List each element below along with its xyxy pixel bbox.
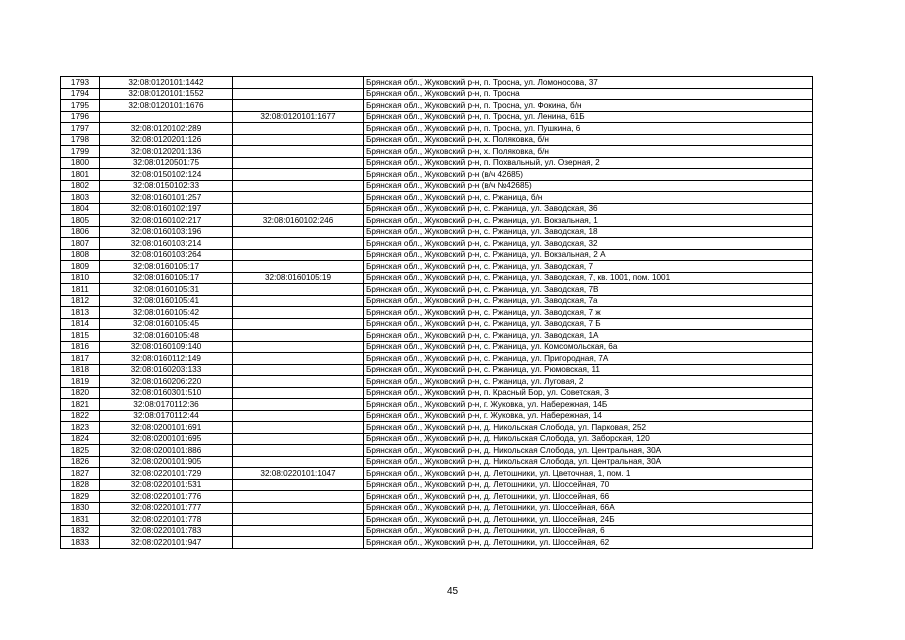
table-row [61, 353, 813, 365]
address-cell: Брянская обл., Жуковский р-н, с. Ржаница, б/н [364, 192, 813, 204]
address-cell: Брянская обл., Жуковский р-н, с. Ржаница, ул. Заводская, 7 [364, 261, 813, 273]
cadastral-number-cell: 32:08:0160109:140 [100, 341, 233, 353]
row-number-cell: 1795 [61, 100, 100, 112]
related-cadastral-number-cell [233, 537, 364, 549]
related-cadastral-number-cell [233, 284, 364, 296]
row-number-cell: 1799 [61, 146, 100, 158]
table-row [61, 111, 813, 123]
cadastral-number-cell: 32:08:0220101:531 [100, 479, 233, 491]
registry-table [60, 76, 813, 549]
row-number-cell: 1828 [61, 479, 100, 491]
related-cadastral-number-cell [233, 157, 364, 169]
address-cell: Брянская обл., Жуковский р-н, п. Тросна, ул. Пушкина, 6 [364, 123, 813, 135]
address-cell: Брянская обл., Жуковский р-н, с. Ржаница, ул. Заводская, 7 Б [364, 318, 813, 330]
row-number-cell: 1833 [61, 537, 100, 549]
row-number-cell: 1793 [61, 77, 100, 89]
cadastral-number-cell: 32:08:0160301:510 [100, 387, 233, 399]
cadastral-number-cell: 32:08:0200101:695 [100, 433, 233, 445]
cadastral-number-cell: 32:08:0220101:729 [100, 468, 233, 480]
address-cell: Брянская обл., Жуковский р-н, п. Тросна [364, 88, 813, 100]
cadastral-number-cell: 32:08:0220101:776 [100, 491, 233, 503]
row-number-cell: 1821 [61, 399, 100, 411]
related-cadastral-number-cell [233, 491, 364, 503]
row-number-cell: 1827 [61, 468, 100, 480]
table-row [61, 525, 813, 537]
address-cell: Брянская обл., Жуковский р-н, д. Летошники, ул. Шоссейная, 66А [364, 502, 813, 514]
cadastral-number-cell: 32:08:0160103:196 [100, 226, 233, 238]
registry-table-body [61, 77, 813, 549]
cadastral-number-cell: 32:08:0160112:149 [100, 353, 233, 365]
related-cadastral-number-cell [233, 123, 364, 135]
related-cadastral-number-cell [233, 226, 364, 238]
row-number-cell: 1807 [61, 238, 100, 250]
address-cell: Брянская обл., Жуковский р-н (в/ч №42685) [364, 180, 813, 192]
table-row [61, 318, 813, 330]
table-row [61, 387, 813, 399]
table-row [61, 100, 813, 112]
cadastral-number-cell: 32:08:0120201:126 [100, 134, 233, 146]
related-cadastral-number-cell [233, 307, 364, 319]
table-row [61, 88, 813, 100]
cadastral-number-cell: 32:08:0160105:42 [100, 307, 233, 319]
table-row [61, 422, 813, 434]
table-row [61, 180, 813, 192]
cadastral-number-cell: 32:08:0120101:1442 [100, 77, 233, 89]
row-number-cell: 1800 [61, 157, 100, 169]
row-number-cell: 1832 [61, 525, 100, 537]
cadastral-number-cell: 32:08:0220101:777 [100, 502, 233, 514]
related-cadastral-number-cell [233, 422, 364, 434]
cadastral-number-cell: 32:08:0160105:17 [100, 261, 233, 273]
table-row [61, 192, 813, 204]
row-number-cell: 1819 [61, 376, 100, 388]
address-cell: Брянская обл., Жуковский р-н, д. Никольская Слобода, ул. Центральная, 30А [364, 445, 813, 457]
table-row [61, 134, 813, 146]
row-number-cell: 1822 [61, 410, 100, 422]
related-cadastral-number-cell [233, 364, 364, 376]
address-cell: Брянская обл., Жуковский р-н, г. Жуковка, ул. Набережная, 14 [364, 410, 813, 422]
related-cadastral-number-cell [233, 341, 364, 353]
table-row [61, 284, 813, 296]
cadastral-number-cell: 32:08:0120201:136 [100, 146, 233, 158]
address-cell: Брянская обл., Жуковский р-н, с. Ржаница, ул. Комсомольская, 6а [364, 341, 813, 353]
table-row [61, 77, 813, 89]
cadastral-number-cell: 32:08:0160102:197 [100, 203, 233, 215]
related-cadastral-number-cell [233, 295, 364, 307]
address-cell: Брянская обл., Жуковский р-н, п. Красный Бор, ул. Советская, 3 [364, 387, 813, 399]
row-number-cell: 1814 [61, 318, 100, 330]
address-cell: Брянская обл., Жуковский р-н, п. Тросна, ул. Ломоносова, 37 [364, 77, 813, 89]
address-cell: Брянская обл., Жуковский р-н, д. Никольская Слобода, ул. Парковая, 252 [364, 422, 813, 434]
address-cell: Брянская обл., Жуковский р-н, с. Ржаница, ул. Заводская, 7 ж [364, 307, 813, 319]
table-row [61, 238, 813, 250]
related-cadastral-number-cell [233, 399, 364, 411]
related-cadastral-number-cell [233, 134, 364, 146]
table-row [61, 307, 813, 319]
table-row [61, 203, 813, 215]
row-number-cell: 1810 [61, 272, 100, 284]
cadastral-number-cell: 32:08:0170112:44 [100, 410, 233, 422]
table-row [61, 169, 813, 181]
address-cell: Брянская обл., Жуковский р-н, х. Поляковка, б/н [364, 146, 813, 158]
related-cadastral-number-cell [233, 433, 364, 445]
row-number-cell: 1794 [61, 88, 100, 100]
page-number: 45 [446, 586, 459, 597]
address-cell: Брянская обл., Жуковский р-н, с. Ржаница, ул. Заводская, 7, кв. 1001, пом. 1001 [364, 272, 813, 284]
cadastral-number-cell: 32:08:0120102:289 [100, 123, 233, 135]
related-cadastral-number-cell [233, 353, 364, 365]
table-row [61, 146, 813, 158]
address-cell: Брянская обл., Жуковский р-н, п. Похвальный, ул. Озерная, 2 [364, 157, 813, 169]
related-cadastral-number-cell [233, 318, 364, 330]
related-cadastral-number-cell [233, 330, 364, 342]
address-cell: Брянская обл., Жуковский р-н, с. Ржаница, ул. Заводская, 18 [364, 226, 813, 238]
related-cadastral-number-cell: 32:08:0160102:246 [233, 215, 364, 227]
cadastral-number-cell: 32:08:0160105:17 [100, 272, 233, 284]
address-cell: Брянская обл., Жуковский р-н, с. Ржаница, ул. Заводская, 1А [364, 330, 813, 342]
row-number-cell: 1824 [61, 433, 100, 445]
related-cadastral-number-cell [233, 445, 364, 457]
related-cadastral-number-cell: 32:08:0220101:1047 [233, 468, 364, 480]
row-number-cell: 1811 [61, 284, 100, 296]
address-cell: Брянская обл., Жуковский р-н, с. Ржаница, ул. Вокзальная, 1 [364, 215, 813, 227]
related-cadastral-number-cell [233, 77, 364, 89]
related-cadastral-number-cell: 32:08:0160105:19 [233, 272, 364, 284]
table-row [61, 272, 813, 284]
row-number-cell: 1817 [61, 353, 100, 365]
address-cell: Брянская обл., Жуковский р-н, с. Ржаница, ул. Заводская, 32 [364, 238, 813, 250]
address-cell: Брянская обл., Жуковский р-н, с. Ржаница, ул. Луговая, 2 [364, 376, 813, 388]
row-number-cell: 1826 [61, 456, 100, 468]
related-cadastral-number-cell [233, 456, 364, 468]
address-cell: Брянская обл., Жуковский р-н, с. Ржаница, ул. Заводская, 7а [364, 295, 813, 307]
related-cadastral-number-cell [233, 410, 364, 422]
cadastral-number-cell: 32:08:0200101:886 [100, 445, 233, 457]
address-cell: Брянская обл., Жуковский р-н, г. Жуковка, ул. Набережная, 14Б [364, 399, 813, 411]
table-row [61, 468, 813, 480]
table-row [61, 445, 813, 457]
related-cadastral-number-cell [233, 514, 364, 526]
address-cell: Брянская обл., Жуковский р-н, д. Летошники, ул. Шоссейная, 70 [364, 479, 813, 491]
related-cadastral-number-cell [233, 146, 364, 158]
row-number-cell: 1809 [61, 261, 100, 273]
row-number-cell: 1820 [61, 387, 100, 399]
address-cell: Брянская обл., Жуковский р-н (в/ч 42685) [364, 169, 813, 181]
cadastral-number-cell: 32:08:0160102:217 [100, 215, 233, 227]
related-cadastral-number-cell [233, 192, 364, 204]
row-number-cell: 1796 [61, 111, 100, 123]
row-number-cell: 1813 [61, 307, 100, 319]
cadastral-number-cell [100, 111, 233, 123]
table-row [61, 295, 813, 307]
cadastral-number-cell: 32:08:0220101:947 [100, 537, 233, 549]
address-cell: Брянская обл., Жуковский р-н, д. Летошники, ул. Шоссейная, 66 [364, 491, 813, 503]
cadastral-number-cell: 32:08:0160105:41 [100, 295, 233, 307]
cadastral-number-cell: 32:08:0160105:48 [100, 330, 233, 342]
address-cell: Брянская обл., Жуковский р-н, д. Никольская Слобода, ул. Заборская, 120 [364, 433, 813, 445]
table-row [61, 433, 813, 445]
row-number-cell: 1805 [61, 215, 100, 227]
related-cadastral-number-cell [233, 502, 364, 514]
related-cadastral-number-cell [233, 525, 364, 537]
table-row [61, 226, 813, 238]
table-row [61, 399, 813, 411]
cadastral-number-cell: 32:08:0160105:45 [100, 318, 233, 330]
table-row [61, 330, 813, 342]
related-cadastral-number-cell [233, 180, 364, 192]
cadastral-number-cell: 32:08:0120501:75 [100, 157, 233, 169]
address-cell: Брянская обл., Жуковский р-н, п. Тросна, ул. Ленина, 61Б [364, 111, 813, 123]
table-row [61, 157, 813, 169]
table-row [61, 123, 813, 135]
table-row [61, 341, 813, 353]
cadastral-number-cell: 32:08:0170112:36 [100, 399, 233, 411]
address-cell: Брянская обл., Жуковский р-н, х. Поляковка, б/н [364, 134, 813, 146]
cadastral-number-cell: 32:08:0220101:783 [100, 525, 233, 537]
table-row [61, 261, 813, 273]
related-cadastral-number-cell [233, 88, 364, 100]
table-row [61, 537, 813, 549]
cadastral-number-cell: 32:08:0160103:214 [100, 238, 233, 250]
address-cell: Брянская обл., Жуковский р-н, д. Летошники, ул. Шоссейная, 62 [364, 537, 813, 549]
cadastral-number-cell: 32:08:0150102:33 [100, 180, 233, 192]
cadastral-number-cell: 32:08:0160101:257 [100, 192, 233, 204]
related-cadastral-number-cell [233, 249, 364, 261]
cadastral-number-cell: 32:08:0160206:220 [100, 376, 233, 388]
address-cell: Брянская обл., Жуковский р-н, д. Летошники, ул. Шоссейная, 6 [364, 525, 813, 537]
address-cell: Брянская обл., Жуковский р-н, с. Ржаница, ул. Заводская, 7В [364, 284, 813, 296]
related-cadastral-number-cell [233, 479, 364, 491]
row-number-cell: 1825 [61, 445, 100, 457]
row-number-cell: 1818 [61, 364, 100, 376]
row-number-cell: 1830 [61, 502, 100, 514]
address-cell: Брянская обл., Жуковский р-н, с. Ржаница, ул. Вокзальная, 2 А [364, 249, 813, 261]
table-row [61, 479, 813, 491]
address-cell: Брянская обл., Жуковский р-н, с. Ржаница, ул. Заводская, 36 [364, 203, 813, 215]
row-number-cell: 1815 [61, 330, 100, 342]
address-cell: Брянская обл., Жуковский р-н, д. Летошники, ул. Цветочная, 1, пом. 1 [364, 468, 813, 480]
related-cadastral-number-cell [233, 203, 364, 215]
row-number-cell: 1816 [61, 341, 100, 353]
cadastral-number-cell: 32:08:0220101:778 [100, 514, 233, 526]
row-number-cell: 1831 [61, 514, 100, 526]
row-number-cell: 1797 [61, 123, 100, 135]
row-number-cell: 1812 [61, 295, 100, 307]
address-cell: Брянская обл., Жуковский р-н, д. Никольская Слобода, ул. Центральная, 30А [364, 456, 813, 468]
related-cadastral-number-cell [233, 169, 364, 181]
cadastral-number-cell: 32:08:0120101:1552 [100, 88, 233, 100]
cadastral-number-cell: 32:08:0150102:124 [100, 169, 233, 181]
cadastral-number-cell: 32:08:0160105:31 [100, 284, 233, 296]
row-number-cell: 1802 [61, 180, 100, 192]
cadastral-number-cell: 32:08:0120101:1676 [100, 100, 233, 112]
table-row [61, 491, 813, 503]
cadastral-number-cell: 32:08:0160103:264 [100, 249, 233, 261]
address-cell: Брянская обл., Жуковский р-н, д. Летошники, ул. Шоссейная, 24Б [364, 514, 813, 526]
table-row [61, 249, 813, 261]
cadastral-number-cell: 32:08:0160203:133 [100, 364, 233, 376]
row-number-cell: 1806 [61, 226, 100, 238]
table-row [61, 215, 813, 227]
cadastral-number-cell: 32:08:0200101:905 [100, 456, 233, 468]
address-cell: Брянская обл., Жуковский р-н, с. Ржаница, ул. Рюмовская, 11 [364, 364, 813, 376]
row-number-cell: 1801 [61, 169, 100, 181]
row-number-cell: 1808 [61, 249, 100, 261]
related-cadastral-number-cell: 32:08:0120101:1677 [233, 111, 364, 123]
table-row [61, 376, 813, 388]
row-number-cell: 1798 [61, 134, 100, 146]
cadastral-number-cell: 32:08:0200101:691 [100, 422, 233, 434]
table-row [61, 410, 813, 422]
row-number-cell: 1823 [61, 422, 100, 434]
related-cadastral-number-cell [233, 387, 364, 399]
related-cadastral-number-cell [233, 238, 364, 250]
table-row [61, 514, 813, 526]
related-cadastral-number-cell [233, 261, 364, 273]
row-number-cell: 1829 [61, 491, 100, 503]
address-cell: Брянская обл., Жуковский р-н, с. Ржаница, ул. Пригородная, 7А [364, 353, 813, 365]
row-number-cell: 1804 [61, 203, 100, 215]
table-row [61, 456, 813, 468]
table-row [61, 502, 813, 514]
row-number-cell: 1803 [61, 192, 100, 204]
related-cadastral-number-cell [233, 100, 364, 112]
table-row [61, 364, 813, 376]
related-cadastral-number-cell [233, 376, 364, 388]
address-cell: Брянская обл., Жуковский р-н, п. Тросна, ул. Фокина, б/н [364, 100, 813, 112]
